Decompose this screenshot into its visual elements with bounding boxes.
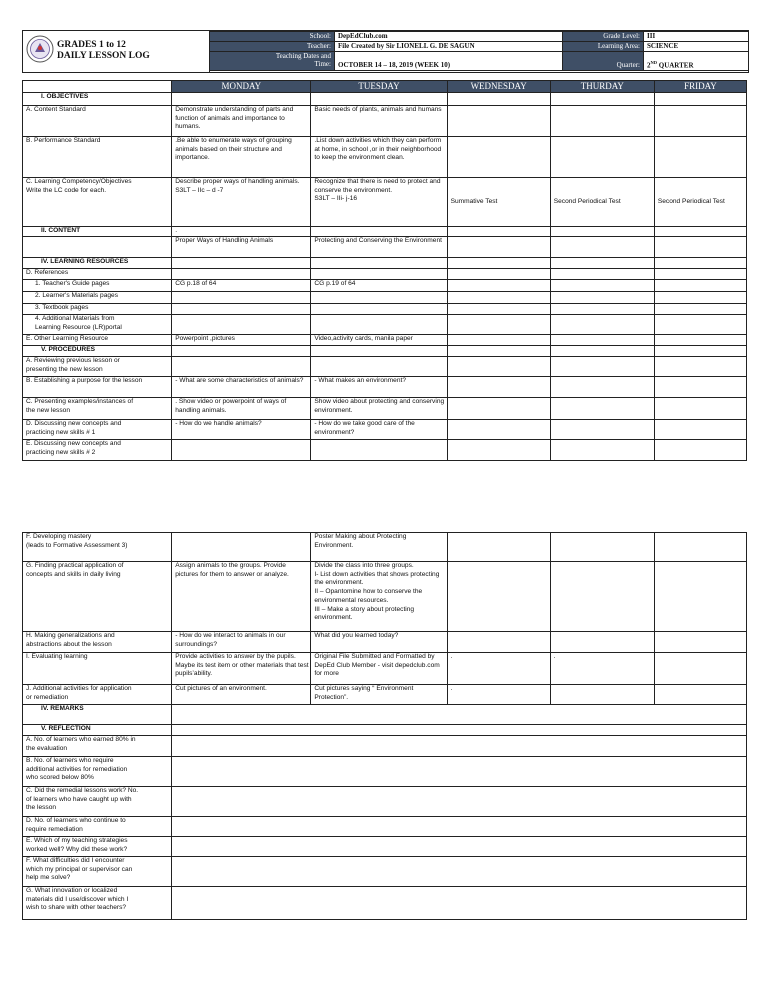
cell-tuesday: Show video about protecting and conserving environment. [311,398,447,420]
table-row [23,725,747,736]
cell-monday: Cut pictures of an environment. [172,685,311,705]
cell-friday [654,346,746,357]
cell-monday: Powerpoint ,pictures [172,335,311,346]
cell-wednesday [447,346,550,357]
school-label: School: [210,32,335,42]
day-header-tuesday: TUESDAY [311,81,447,93]
cell-friday [654,357,746,377]
cell-tuesday [311,93,447,106]
cell-wednesday [447,106,550,137]
cell-tuesday: Original File Submitted and Formatted by DepEd Club Member - visit depedclub.com for more [311,653,447,685]
cell-wednesday [447,304,550,315]
cell-wednesday [447,292,550,304]
table-row [23,269,747,280]
cell-friday [654,440,746,461]
section-heading: V. PROCEDURES [23,346,172,357]
section-heading: I. OBJECTIVES [23,93,172,106]
cell-thursday [550,227,654,237]
table-row [23,857,747,887]
day-header-thursday: THURDAY [550,81,654,93]
row-label: D. No. of learners who continue to require remediation [23,817,172,837]
cell-thursday [550,280,654,292]
cell-friday [654,562,746,632]
header-info-table [209,31,749,71]
day-header-friday: FRIDAY [654,81,746,93]
teaching-dates-label-line2: Time: [314,60,331,68]
cell-wednesday [447,280,550,292]
cell-thursday [550,357,654,377]
row-label: J. Additional activities for application or remediation [23,685,172,705]
table-row [23,237,747,258]
row-label: E. Which of my teaching strategies worked well? Why did these work? [23,837,172,857]
cell-monday: Proper Ways of Handling Animals [172,237,311,258]
cell-wednesday [447,632,550,653]
cell-tuesday [311,227,447,237]
cell-wednesday [447,335,550,346]
cell-thursday: Second Periodical Test [550,178,654,227]
cell-friday [654,398,746,420]
row-label: 3. Textbook pages [23,304,172,315]
table-row [23,653,747,685]
cell-wednesday [447,420,550,440]
cell-wednesday [447,357,550,377]
cell-monday [172,315,311,335]
table-row [23,757,747,787]
section-heading: IV. LEARNING RESOURCES [23,258,172,269]
cell-monday: - How do we handle animals? [172,420,311,440]
row-label [23,237,172,258]
table-row [23,346,747,357]
lesson-table-page2 [22,532,747,920]
cell-friday [654,420,746,440]
table-row [23,292,747,304]
row-label: D. Discussing new concepts and practicing new skills # 1 [23,420,172,440]
remarks-cell [172,736,747,757]
cell-tuesday: - What makes an environment? [311,377,447,398]
teaching-dates-label [210,52,335,71]
cell-wednesday [447,315,550,335]
learning-area-value: SCIENCE [644,42,749,52]
row-label: 4. Additional Materials from Learning Resource (LR)portal [23,315,172,335]
cell-tuesday [311,304,447,315]
cell-wednesday [447,258,550,269]
teaching-dates-label-line1: Teaching Dates and [275,52,331,60]
cell-monday [172,440,311,461]
table-row [23,258,747,269]
row-label: A. No. of learners who earned 80% in the evaluation [23,736,172,757]
cell-friday [654,315,746,335]
table-row [23,533,747,562]
row-label: 1. Teacher's Guide pages [23,280,172,292]
cell-friday [654,237,746,258]
table-row [23,837,747,857]
table-row [23,106,747,137]
logo-title-box [23,31,210,72]
table-row [23,736,747,757]
cell-thursday [550,106,654,137]
cell-thursday [550,377,654,398]
table-row [23,420,747,440]
day-header-wednesday: WEDNESDAY [447,81,550,93]
row-label: I. Evaluating learning [23,653,172,685]
cell-tuesday [311,269,447,280]
table-row [23,398,747,420]
table-row [23,227,747,237]
row-label: E. Other Learning Resource [23,335,172,346]
section-heading: IV. REMARKS [23,705,172,725]
day-header-monday: MONDAY [172,81,311,93]
blank-header-cell [23,81,172,93]
table-row [23,137,747,178]
section-heading: II. CONTENT [23,227,172,237]
quarter-number: 2 [647,61,651,69]
table-row [23,440,747,461]
cell-monday: - What are some characteristics of animals? [172,377,311,398]
cell-monday [172,346,311,357]
cell-wednesday [447,227,550,237]
cell-thursday [550,237,654,258]
cell-wednesday [447,269,550,280]
quarter-value [644,52,749,71]
row-label: C. Did the remedial lessons work? No. of learners who have caught up with the lesson [23,787,172,817]
table-row [23,335,747,346]
row-label: B. No. of learners who require additional activities for remediation who scored below 80% [23,757,172,787]
row-label: G. What innovation or localized materials did I use/discover which I wish to share with other teachers? [23,887,172,920]
teacher-value: File Created by Sir LIONELL G. DE SAGUN [335,42,563,52]
cell-tuesday [311,258,447,269]
row-label: F. What difficulties did I encounter which my principal or supervisor can help me solve? [23,857,172,887]
cell-thursday: . [550,653,654,685]
cell-thursday [550,632,654,653]
cell-friday [654,685,746,705]
cell-monday [172,269,311,280]
cell-tuesday [311,315,447,335]
cell-tuesday: Poster Making about Protecting Environment. [311,533,447,562]
cell-tuesday: Cut pictures saying “ Environment Protection”. [311,685,447,705]
form-title-line2: DAILY LESSON LOG [57,51,150,61]
school-value: DepEdClub.com [335,32,563,42]
cell-monday: Provide activities to answer by the pupils. Maybe its test item or other materials that test pupils’ability. [172,653,311,685]
page2-rows [23,533,747,920]
cell-wednesday [447,377,550,398]
teaching-dates-value: OCTOBER 14 – 18, 2019 (WEEK 10) [335,52,563,71]
table-row [23,817,747,837]
table-row [23,178,747,227]
grade-level-value: III [644,32,749,42]
cell-friday [654,280,746,292]
table-row [23,304,747,315]
table-row [23,93,747,106]
row-label: D. References [23,269,172,280]
row-label: 2. Learner's Materials pages [23,292,172,304]
cell-wednesday [447,137,550,178]
cell-monday [172,533,311,562]
cell-thursday [550,304,654,315]
row-label: A. Content Standard [23,106,172,137]
cell-tuesday: - How do we take good care of the environment? [311,420,447,440]
cell-monday [172,304,311,315]
cell-thursday [550,269,654,280]
cell-thursday [550,346,654,357]
deped-seal-icon [26,35,54,63]
cell-friday [654,653,746,685]
cell-tuesday [311,357,447,377]
quarter-suffix: ND [650,59,657,65]
form-title-line1: GRADES 1 to 12 [57,40,126,50]
row-label: F. Developing mastery (leads to Formative Assessment 3) [23,533,172,562]
cell-tuesday: .List down activities which they can perform at home, in school ,or in their neighborhood to keep the environment clean. [311,137,447,178]
remarks-cell [172,857,747,887]
cell-tuesday: CG p.19 of 64 [311,280,447,292]
cell-tuesday: What did you learned today? [311,632,447,653]
cell-friday [654,93,746,106]
table-row [23,315,747,335]
row-label: E. Discussing new concepts and practicing new skills # 2 [23,440,172,461]
remarks-cell [172,705,747,725]
table-row [23,280,747,292]
cell-friday [654,106,746,137]
row-label: B. Performance Standard [23,137,172,178]
cell-wednesday: . [447,685,550,705]
table-row [23,562,747,632]
cell-friday [654,304,746,315]
cell-thursday [550,137,654,178]
cell-monday [172,93,311,106]
table-row [23,887,747,920]
row-label: G. Finding practical application of concepts and skills in daily living [23,562,172,632]
cell-thursday [550,420,654,440]
table-row [23,377,747,398]
cell-wednesday: Summative Test [447,178,550,227]
cell-tuesday: Protecting and Conserving the Environment [311,237,447,258]
cell-monday: Describe proper ways of handling animals. S3LT – IIc – d -7 [172,178,311,227]
cell-tuesday [311,440,447,461]
cell-friday [654,269,746,280]
cell-friday: Second Periodical Test [654,178,746,227]
remarks-cell [172,787,747,817]
cell-tuesday: Recognize that there is need to protect and conserve the environment. S3LT – IIi- j-16 [311,178,447,227]
remarks-cell [172,887,747,920]
cell-tuesday: Basic needs of plants, animals and humans [311,106,447,137]
cell-friday [654,533,746,562]
row-label: C. Learning Competency/Objectives Write the LC code for each. [23,178,172,227]
cell-thursday [550,398,654,420]
cell-monday: .Be able to enumerate ways of grouping animals based on their structure and importance. [172,137,311,178]
cell-monday [172,292,311,304]
section-heading: V. REFLECTION [23,725,172,736]
cell-friday [654,258,746,269]
teacher-label: Teacher: [210,42,335,52]
cell-tuesday: Video,activity cards, manila paper [311,335,447,346]
cell-wednesday [447,93,550,106]
remarks-cell [172,757,747,787]
cell-tuesday [311,346,447,357]
cell-thursday [550,292,654,304]
cell-thursday [550,93,654,106]
cell-monday: Assign animals to the groups. Provide pictures for them to answer or analyze. [172,562,311,632]
table-row [23,357,747,377]
cell-thursday [550,562,654,632]
cell-monday: Demonstrate understanding of parts and function of animals and importance to humans. [172,106,311,137]
table-row [23,705,747,725]
cell-friday [654,335,746,346]
cell-monday [172,258,311,269]
cell-friday [654,227,746,237]
page1-rows [23,93,747,461]
cell-monday: - How do we interact to animals in our surroundings? [172,632,311,653]
cell-monday [172,357,311,377]
row-label: A. Reviewing previous lesson or presenting the new lesson [23,357,172,377]
cell-thursday [550,440,654,461]
cell-wednesday [447,398,550,420]
quarter-word: QUARTER [657,61,694,69]
form-title [57,40,150,62]
row-label: B. Establishing a purpose for the lesson [23,377,172,398]
cell-monday: . Show video or powerpoint of ways of handling animals. [172,398,311,420]
table-row [23,632,747,653]
row-label: C. Presenting examples/instances of the new lesson [23,398,172,420]
cell-wednesday [447,237,550,258]
learning-area-label: Learning Area: [563,42,644,52]
remarks-cell [172,837,747,857]
cell-thursday [550,315,654,335]
cell-friday [654,292,746,304]
remarks-cell [172,817,747,837]
table-row [23,685,747,705]
table-row [23,787,747,817]
cell-monday: . [172,227,311,237]
cell-wednesday [447,440,550,461]
cell-thursday [550,685,654,705]
quarter-label: Quarter: [563,52,644,71]
row-label: H. Making generalizations and abstractions about the lesson [23,632,172,653]
cell-friday [654,632,746,653]
cell-thursday [550,258,654,269]
cell-thursday [550,335,654,346]
cell-wednesday [447,562,550,632]
cell-wednesday [447,533,550,562]
cell-wednesday: . [447,653,550,685]
cell-tuesday: Divide the class into three groups. I- List down activities that shows protecting the environment. II – Opantomine how to conserve the environmental resources. III – Make a story about protecting environment. [311,562,447,632]
cell-friday [654,137,746,178]
cell-friday [654,377,746,398]
lesson-log-header [22,30,749,73]
cell-monday: CG p.18 of 64 [172,280,311,292]
cell-tuesday [311,292,447,304]
grade-level-label: Grade Level: [563,32,644,42]
cell-thursday [550,533,654,562]
remarks-cell [172,725,747,736]
lesson-table-page1 [22,80,747,461]
